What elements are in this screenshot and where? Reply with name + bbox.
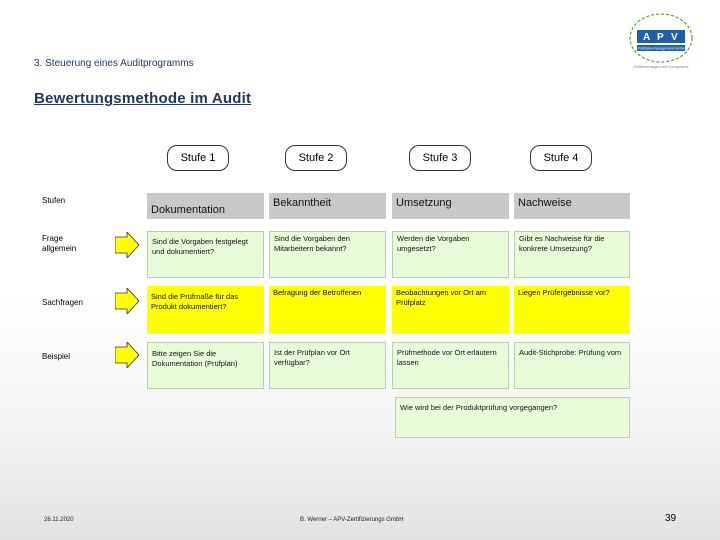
cell-sachfragen-3: Beobachtungen vor Ort am Prüfplatz [392, 286, 509, 334]
row-label-sachfragen: Sachfragen [42, 298, 83, 307]
stage-4-box: Stufe 4 [530, 145, 592, 171]
cell-beispiel-1: Bitte zeigen Sie die Dokumentation (Prüfplan) [147, 342, 264, 389]
arrow-right-icon [115, 232, 139, 258]
cell-stufen-1: Dokumentation [147, 193, 264, 219]
logo-letter-v: V [671, 32, 678, 43]
cell-sachfragen-4: Liegen Prüfergebnisse vor? [514, 286, 630, 334]
stage-2-box: Stufe 2 [285, 145, 347, 171]
logo-letter-p: P [657, 32, 664, 43]
page-number: 39 [665, 513, 677, 524]
stage-1-box: Stufe 1 [167, 145, 229, 171]
footer-author: B. Werner – APV-Zertifizierungs GmbH [300, 517, 404, 523]
stage-3-box: Stufe 3 [409, 145, 471, 171]
cell-sachfragen-1: Sind die Prüfmaße für das Produkt dokumentiert? [147, 286, 264, 334]
page-title: Bewertungsmethode im Audit [34, 90, 252, 107]
cell-beispiel-3: Prüfmethode vor Ort erläutern lassen [392, 342, 509, 389]
cell-extra-question: Wie wird bei der Produktprüfung vorgegangen? [395, 397, 630, 438]
cell-frage-3: Werden die Vorgaben umgesetzt? [392, 231, 509, 278]
cell-beispiel-2: Ist der Prüfplan vor Ort verfügbar? [269, 342, 386, 389]
apv-logo [628, 12, 694, 64]
cell-frage-1: Sind die Vorgaben festgelegt und dokumentiert? [147, 231, 264, 278]
cell-frage-4: Gibt es Nachweise für die konkrete Umsetzung? [514, 231, 630, 278]
section-title: 3. Steuerung eines Auditprogramms [34, 58, 194, 69]
row-label-beispiel: Beispiel [42, 352, 71, 361]
logo-letter-a: A [643, 32, 651, 43]
logo-tagline: Zertifizierungen mit Kompetenz [633, 64, 689, 69]
footer-date: 26.11.2020 [44, 517, 74, 523]
row-label-stufen: Stufen [42, 196, 66, 205]
cell-stufen-2: Bekanntheit [269, 193, 386, 219]
logo-subtitle: Prüfstellenmanagement GmbH [637, 46, 685, 51]
cell-sachfragen-2: Befragung der Betroffenen [269, 286, 386, 334]
arrow-right-icon [115, 288, 139, 314]
arrow-right-icon [115, 342, 139, 368]
row-label-frage: Frage allgemein [42, 234, 77, 253]
cell-beispiel-4: Audit-Stichprobe: Prüfung vom [514, 342, 630, 389]
cell-stufen-3: Umsetzung [392, 193, 509, 219]
cell-frage-2: Sind die Vorgaben den Mitarbeitern bekannt? [269, 231, 386, 278]
cell-stufen-4: Nachweise [514, 193, 630, 219]
